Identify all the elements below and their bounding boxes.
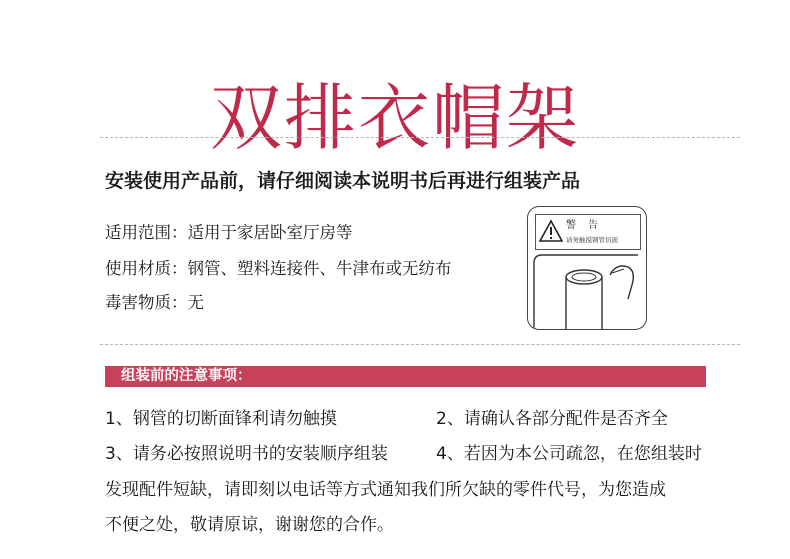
note-2: 2、请确认各部分配件是否齐全: [436, 409, 668, 429]
info-material: 使用材质：钢管、塑料连接件、牛津布或无纺布: [105, 259, 452, 278]
section-header-label: 组装前的注意事项：: [121, 368, 252, 384]
note-1: 1、钢管的切断面锋利请勿触摸: [105, 409, 337, 429]
intro-notice: 安装使用产品前，请仔细阅读本说明书后再进行组装产品: [105, 170, 581, 192]
warning-title: 警告: [566, 220, 610, 231]
divider-middle: [100, 344, 740, 345]
info-scope: 适用范围：适用于家居卧室厅房等: [105, 223, 353, 242]
note-4-line-3: 不便之处，敬请原谅，谢谢您的合作。: [105, 515, 394, 535]
section-header-bar: [105, 366, 706, 387]
note-4-line-1: 4、若因为本公司疏忽，在您组装时: [436, 444, 702, 464]
pipe-hand-illustration: [528, 251, 646, 329]
note-4-line-2: 发现配件短缺，请即刻以电话等方式通知我们所欠缺的零件代号，为您造成: [105, 480, 666, 500]
warning-triangle-icon: [539, 219, 563, 243]
note-3: 3、请务必按照说明书的安装顺序组装: [105, 444, 388, 464]
warning-label: [527, 206, 647, 330]
page-title: 双排衣帽架: [209, 76, 580, 161]
divider-top: [100, 137, 740, 138]
info-toxic: 毒害物质：无: [105, 293, 204, 312]
warning-header: [535, 214, 641, 250]
warning-text: 请务触摸钢管切面: [566, 236, 618, 244]
